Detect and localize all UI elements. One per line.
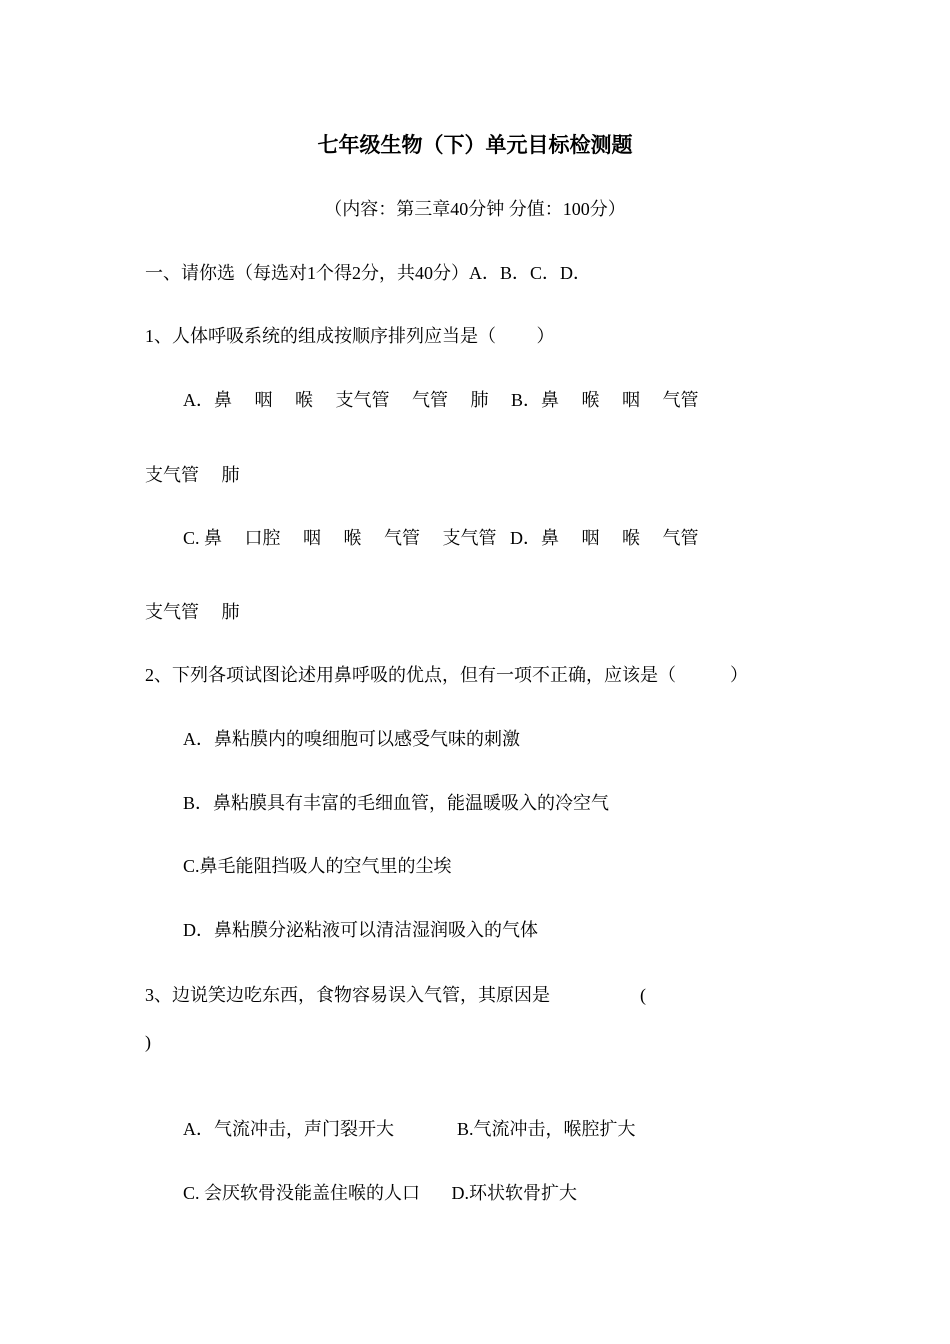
question-2-option-b: B．鼻粘膜具有丰富的毛细血管，能温暖吸入的冷空气 bbox=[183, 793, 610, 813]
question-3-paren-open: ( bbox=[640, 985, 646, 1005]
question-3-paren-close: ) bbox=[145, 1032, 151, 1052]
question-1-option-line: C. 鼻 口腔 咽 喉 气管 支气管 D．鼻 咽 喉 气管 bbox=[183, 528, 699, 548]
question-1-option-line: 支气管 肺 bbox=[145, 602, 240, 622]
question-3-option-line: C. 会厌软骨没能盖住喉的人口 D.环状软骨扩大 bbox=[183, 1183, 578, 1203]
exam-title: 七年级生物（下）单元目标检测题 bbox=[317, 133, 633, 157]
question-2-option-c: C.鼻毛能阻挡吸人的空气里的尘埃 bbox=[183, 856, 452, 876]
exam-subtitle: （内容：第三章40分钟 分值：100分） bbox=[324, 199, 626, 219]
question-1-option-line: A．鼻 咽 喉 支气管 气管 肺 B．鼻 喉 咽 气管 bbox=[183, 390, 699, 410]
question-2-stem: 2、下列各项试图论述用鼻呼吸的优点，但有一项不正确，应该是（ ） bbox=[145, 665, 748, 685]
question-1-stem: 1、人体呼吸系统的组成按顺序排列应当是（ ） bbox=[145, 326, 555, 346]
question-2-option-a: A．鼻粘膜内的嗅细胞可以感受气味的刺激 bbox=[183, 729, 520, 749]
question-1-option-line: 支气管 肺 bbox=[145, 465, 240, 485]
question-3-option-line: A．气流冲击，声门裂开大 B.气流冲击，喉腔扩大 bbox=[183, 1119, 636, 1139]
question-3-stem: 3、边说笑边吃东西，食物容易误入气管，其原因是 bbox=[145, 985, 550, 1005]
section-heading: 一、请你选（每选对1个得2分，共40分）A．B．C．D． bbox=[145, 263, 592, 283]
question-2-option-d: D．鼻粘膜分泌粘液可以清洁湿润吸入的气体 bbox=[183, 920, 538, 940]
